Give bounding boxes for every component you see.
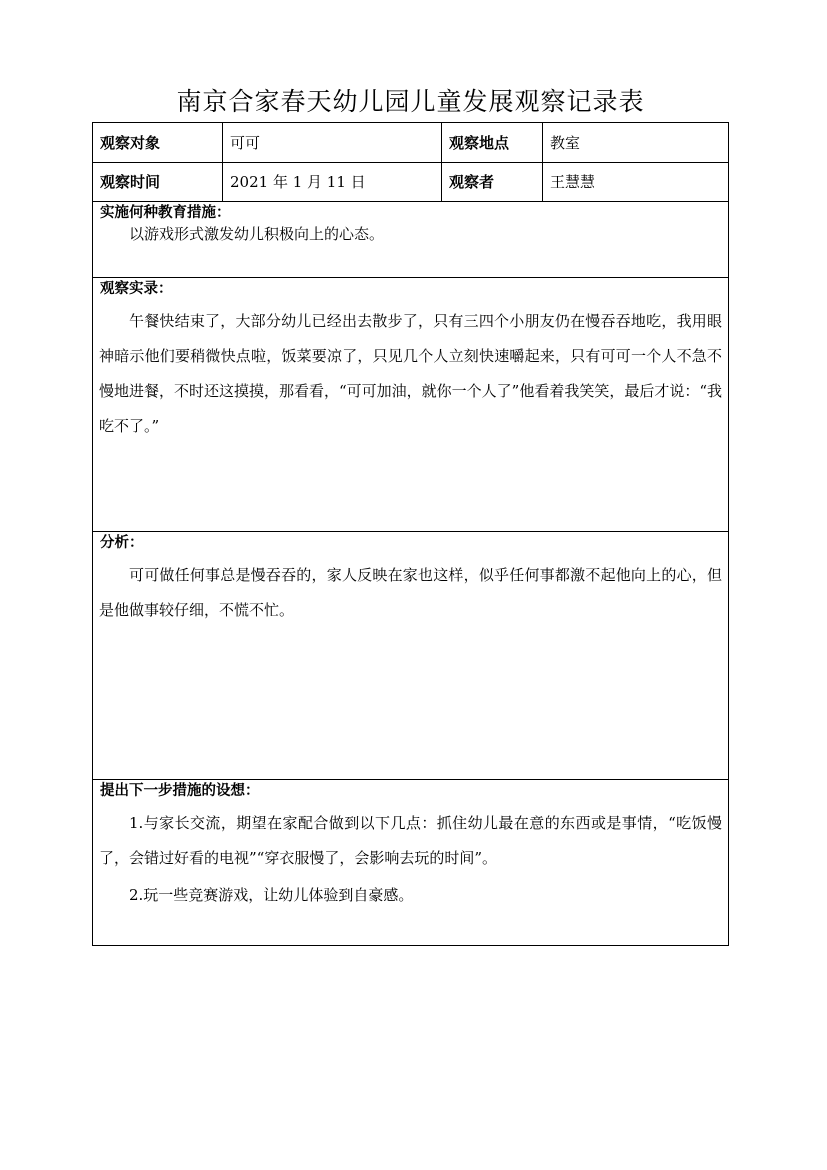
row-divider [93,531,728,532]
analysis-heading: 分析： [100,535,144,551]
analysis-text: 可可做任何事总是慢吞吞的，家人反映在家也这样，似乎任何事都激不起他向上的心，但是他做事较仔细，不慌不忙。 [99,566,722,619]
measures-text: 以游戏形式激发幼儿积极向上的心态。 [129,225,385,243]
observer-value: 王慧慧 [550,173,596,191]
measures-heading: 实施何种教育措施： [100,205,231,221]
column-divider [222,123,223,201]
observer-label: 观察者 [449,173,495,191]
row-divider [93,779,728,780]
record-heading: 观察实录： [100,281,173,297]
row-divider [93,201,728,202]
subject-label: 观察对象 [100,134,161,152]
subject-value: 可可 [230,134,261,152]
next-step-item-2: 2.玩一些竞赛游戏，让幼儿体验到自豪感。 [129,886,414,904]
record-text: 午餐快结束了，大部分幼儿已经出去散步了，只有三四个小朋友仍在慢吞吞地吃，我用眼神暗示他们要稍微快点啦，饭菜要凉了，只见几个人立刻快速嚼起来，只有可可一个人不急不慢地进餐，不时还这摸摸，那看看，“可可加油，就你一个人了”他看着我笑笑，最后才说：“我吃不了。” [99,312,723,435]
next-steps-heading: 提出下一步措施的设想： [100,783,260,799]
column-divider [441,123,442,201]
column-divider [542,123,543,201]
row-divider [93,162,728,163]
time-label: 观察时间 [100,173,161,191]
observation-form [92,122,729,946]
row-divider [93,277,728,278]
location-value: 教室 [550,134,581,152]
location-label: 观察地点 [449,134,510,152]
time-value: 2021 年 1 月 11 日 [230,173,366,191]
page-title: 南京合家春天幼儿园儿童发展观察记录表 [176,87,645,116]
next-step-item-1: 1.与家长交流，期望在家配合做到以下几点：抓住幼儿最在意的东西或是事情，“吃饭慢了，会错过好看的电视”“穿衣服慢了，会影响去玩的时间”。 [99,814,722,867]
